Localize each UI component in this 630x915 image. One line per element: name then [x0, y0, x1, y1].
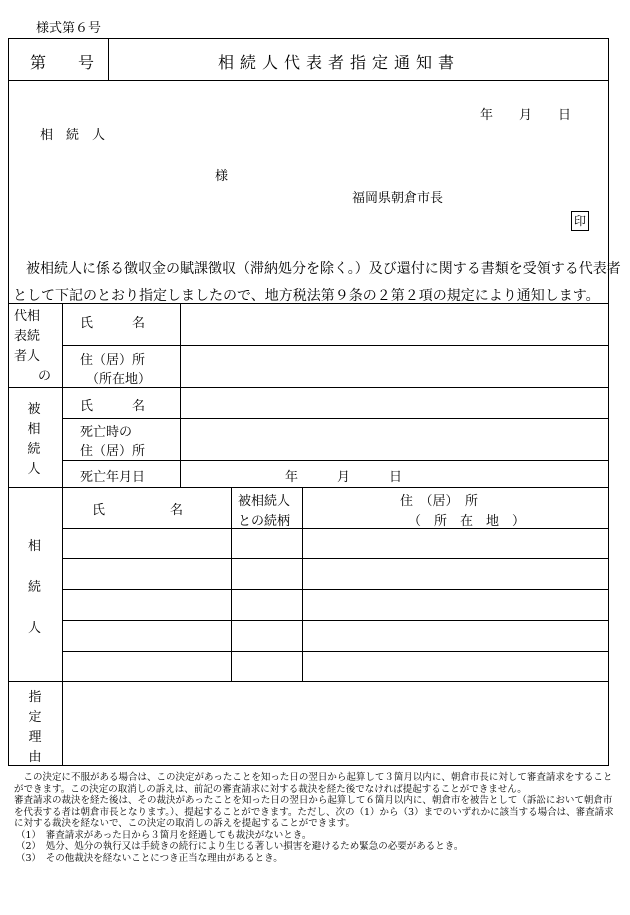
- heirs-col-divider-1: [231, 487, 232, 681]
- heirs-group-label-3: 人: [28, 621, 42, 636]
- reason-label: 指定理由: [28, 690, 42, 765]
- deceased-name-label: 氏 名: [80, 399, 146, 414]
- number-label: 第 号: [30, 53, 95, 72]
- note-paragraph: この決定に不服がある場合は、この決定があったことを知った日の翌日から起算して３箇月以内に、朝倉市長に対して審査請求をすることができます。この決定の取消しの訴えは、前記の審査請求に対する裁決を経た後でなければ提起することができません。: [14, 772, 613, 795]
- heirs-group-label-1: 相: [28, 539, 42, 554]
- heirs-divider: [8, 681, 609, 682]
- header-divider: [8, 80, 609, 81]
- representative-group-label: 代相 表続 者人 の: [14, 309, 52, 384]
- rep-row-divider: [62, 345, 609, 346]
- rep-address-label-1: 住（居）所: [80, 353, 146, 368]
- heirs-row-divider-5: [62, 651, 609, 652]
- notice-body-line-2: として下記のとおり指定しましたので、地方税法第９条の２第２項の規定により通知します。: [13, 288, 600, 304]
- deceased-group-label: 被相続人: [27, 402, 41, 477]
- rep-name-label: 氏 名: [80, 316, 146, 331]
- note-item: （3） その他裁決を経ないことにつき正当な理由があるとき。: [16, 852, 283, 864]
- addressee-label: 相 続 人: [40, 128, 106, 143]
- heirs-col-relation-1: 被相続人: [238, 494, 291, 509]
- deceased-address-label-2: 住（居）所: [80, 444, 146, 459]
- honorific: 様: [215, 169, 229, 184]
- death-date-value: 年 月 日: [285, 470, 403, 485]
- heirs-row-divider-3: [62, 589, 609, 590]
- issuer: 福岡県朝倉市長: [352, 191, 444, 206]
- field-label-col-divider: [180, 303, 181, 487]
- deceased-divider: [8, 487, 609, 488]
- deceased-address-label-1: 死亡時の: [80, 425, 133, 440]
- form-number: 様式第６号: [36, 21, 102, 36]
- rep-address-label-2: （所在地）: [86, 372, 152, 387]
- heirs-col-address-2: （ 所 在 地 ）: [408, 514, 526, 529]
- heirs-col-relation-2: との続柄: [238, 514, 291, 529]
- issue-date: 年 月 日: [480, 108, 572, 123]
- note-item: （1） 審査請求があった日から３箇月を経過しても裁決がないとき。: [16, 829, 312, 841]
- heirs-col-name: 氏 名: [92, 503, 184, 518]
- heirs-col-divider-2: [302, 487, 303, 681]
- deceased-row-divider-1: [62, 418, 609, 419]
- rep-divider: [8, 387, 609, 388]
- note-item: （2） 処分、処分の執行又は手続きの続行により生じる著しい損害を避けるため緊急の必要があるとき。: [16, 841, 464, 852]
- header-col-divider: [108, 38, 109, 80]
- document-title: 相続人代表者指定通知書: [218, 53, 461, 72]
- note-paragraph: 審査請求の裁決を経た後は、その裁決があったことを知った日の翌日から起算して６箇月以内に、朝倉市を被告として（訴訟において朝倉市を代表する者は朝倉市長となります。）、提起することができます。ただし、次の（1）から（3）までのいずれかに該当する場合は、審査請求に対する裁決を経ないで、この決定の取消しの訴えを提起することができます。: [14, 795, 614, 829]
- heirs-row-divider-1: [62, 528, 609, 529]
- heirs-row-divider-2: [62, 558, 609, 559]
- appeal-notes: [14, 772, 614, 864]
- notice-body-line-1: 被相続人に係る徴収金の賦課徴収（滞納処分を除く。）及び還付に関する書類を受領する代表者: [26, 261, 621, 277]
- heirs-col-address-1: 住 （居） 所: [400, 494, 479, 509]
- label-col-divider: [62, 303, 63, 766]
- heirs-group-label-2: 続: [28, 580, 42, 595]
- death-date-label: 死亡年月日: [80, 470, 146, 485]
- seal-mark: 印: [571, 211, 589, 231]
- deceased-row-divider-2: [62, 460, 609, 461]
- heirs-row-divider-4: [62, 620, 609, 621]
